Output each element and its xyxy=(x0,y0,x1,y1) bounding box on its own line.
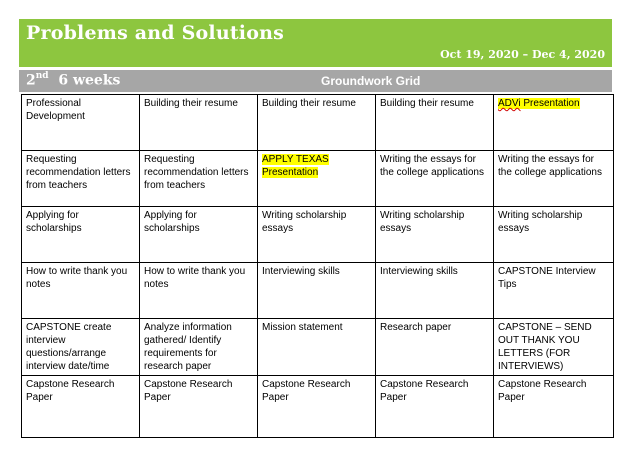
grid-header-bar xyxy=(19,70,612,92)
grid-cell: Capstone Research Paper xyxy=(140,376,258,438)
grid-cell: Writing the essays for the college applications xyxy=(494,151,614,207)
highlighted-text xyxy=(498,98,580,109)
grid-cell: CAPSTONE create interview questions/arrange interview date/time xyxy=(22,319,140,376)
period-weeks: 6 weeks xyxy=(58,72,121,89)
highlighted-text: APPLY TEXAS Presentation xyxy=(262,154,329,178)
grid-cell: Professional Development xyxy=(22,95,140,151)
period-suffix: nd xyxy=(35,71,49,81)
grid-cell: Capstone Research Paper xyxy=(22,376,140,438)
grid-cell: Analyze information gathered/ Identify requirements for research paper xyxy=(140,319,258,376)
table-row xyxy=(22,263,614,319)
grid-cell: Research paper xyxy=(376,319,494,376)
grid-cell: Writing the essays for the college applications xyxy=(376,151,494,207)
title-banner xyxy=(19,19,612,67)
highlighted-rest: Presentation xyxy=(520,98,580,109)
grid-cell: Requesting recommendation letters from teachers xyxy=(22,151,140,207)
grid-cell: Interviewing skills xyxy=(258,263,376,319)
table-row xyxy=(22,151,614,207)
grid-cell xyxy=(494,95,614,151)
period-number: 2 xyxy=(26,72,36,89)
grid-cell: Capstone Research Paper xyxy=(258,376,376,438)
grid-cell: CAPSTONE Interview Tips xyxy=(494,263,614,319)
grid-cell: Building their resume xyxy=(258,95,376,151)
date-range: Oct 19, 2020 – Dec 4, 2020 xyxy=(440,48,605,61)
table-row xyxy=(22,319,614,376)
grid-cell: Building their resume xyxy=(376,95,494,151)
grid-cell: CAPSTONE – SEND OUT THANK YOU LETTERS (FOR INTERVIEWS) xyxy=(494,319,614,376)
grid-cell: Building their resume xyxy=(140,95,258,151)
table-row xyxy=(22,95,614,151)
grid-cell: Capstone Research Paper xyxy=(376,376,494,438)
grid-cell: How to write thank you notes xyxy=(140,263,258,319)
grid-cell: Mission statement xyxy=(258,319,376,376)
grid-cell xyxy=(258,151,376,207)
table-row xyxy=(22,376,614,438)
grid-cell: Requesting recommendation letters from teachers xyxy=(140,151,258,207)
spellcheck-word: ADVi xyxy=(498,98,521,109)
grid-cell: Writing scholarship essays xyxy=(376,207,494,263)
groundwork-grid xyxy=(21,94,614,438)
grid-cell: Applying for scholarships xyxy=(140,207,258,263)
grid-cell: Interviewing skills xyxy=(376,263,494,319)
grid-cell: Applying for scholarships xyxy=(22,207,140,263)
grid-cell: Capstone Research Paper xyxy=(494,376,614,438)
grid-title: Groundwork Grid xyxy=(321,74,421,88)
period-label xyxy=(26,72,120,89)
grid-cell: Writing scholarship essays xyxy=(494,207,614,263)
grid-cell: How to write thank you notes xyxy=(22,263,140,319)
table-row xyxy=(22,207,614,263)
page-title: Problems and Solutions xyxy=(26,22,285,44)
grid-cell: Writing scholarship essays xyxy=(258,207,376,263)
